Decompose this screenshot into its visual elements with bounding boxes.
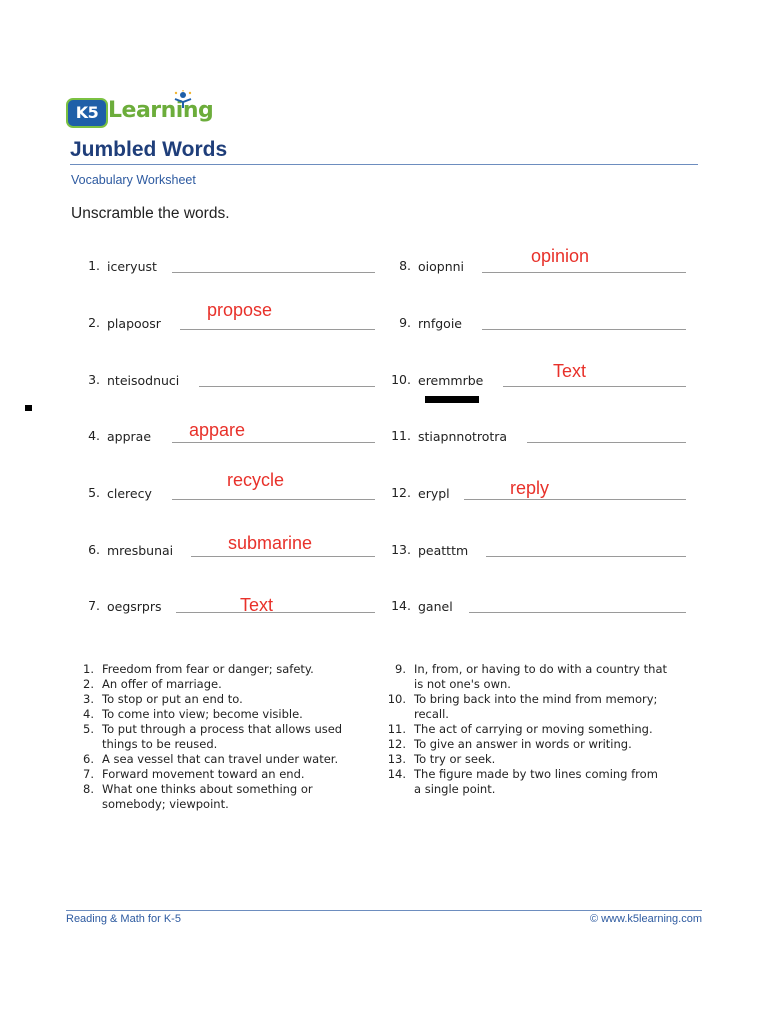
scrambled-word: rnfgoie	[418, 316, 462, 331]
clue-number: 10.	[387, 692, 406, 706]
answer-line[interactable]	[172, 442, 375, 443]
scrambled-word: mresbunai	[107, 543, 174, 558]
question-number: 4.	[88, 428, 100, 443]
clue-text: things to be reused.	[102, 737, 218, 751]
k5-learning-logo	[66, 96, 216, 128]
answer-line[interactable]	[482, 329, 686, 330]
clue-number: 6.	[83, 752, 94, 766]
scrambled-word: peatttm	[418, 543, 469, 558]
clue-item	[384, 662, 704, 692]
clue-text: To come into view; become visible.	[102, 707, 303, 721]
scrambled-word: ganel	[418, 599, 453, 614]
scrambled-word: eremmrbe	[418, 373, 484, 388]
instructions: Unscramble the words.	[71, 205, 230, 222]
worksheet-title: Jumbled Words	[70, 138, 228, 161]
answer-line[interactable]	[464, 499, 686, 500]
question-number: 13.	[391, 542, 411, 557]
scrambled-word: nteisodnuci	[107, 373, 180, 388]
clue-text: Freedom from fear or danger; safety.	[102, 662, 314, 676]
clue-text: The figure made by two lines coming from	[414, 767, 658, 781]
clue-text: An offer of marriage.	[102, 677, 222, 691]
clue-text: a single point.	[414, 782, 496, 796]
clue-number: 8.	[83, 782, 94, 796]
scrambled-word: clerecy	[107, 486, 152, 501]
question-number: 8.	[399, 258, 411, 273]
question-number: 7.	[88, 598, 100, 613]
scrambled-word: apprae	[107, 429, 152, 444]
clue-text: A sea vessel that can travel under water.	[102, 752, 339, 766]
question-number: 2.	[88, 315, 100, 330]
handwritten-answer: Text	[240, 595, 274, 615]
scrambled-word: oiopnni	[418, 259, 465, 274]
answer-line[interactable]	[503, 386, 686, 387]
question-number: 10.	[391, 372, 411, 387]
question-number: 12.	[391, 485, 411, 500]
worksheet-subtitle: Vocabulary Worksheet	[71, 173, 196, 187]
clue-text: In, from, or having to do with a country that	[414, 662, 667, 676]
clue-number: 5.	[83, 722, 94, 736]
clue-text: somebody; viewpoint.	[102, 797, 229, 811]
answer-line[interactable]	[527, 442, 686, 443]
clue-text: To put through a process that allows used	[102, 722, 343, 736]
clue-text: is not one's own.	[414, 677, 511, 691]
footer-website: © www.k5learning.com	[589, 913, 702, 925]
clue-item	[384, 767, 704, 797]
clue-text: To give an answer in words or writing.	[414, 737, 632, 751]
scrambled-word: plapoosr	[107, 316, 161, 331]
clue-item	[72, 782, 392, 812]
handwritten-answer: opinion	[531, 246, 590, 266]
clue-item	[384, 692, 704, 722]
clue-text: To try or seek.	[414, 752, 496, 766]
clue-item	[72, 707, 392, 722]
answer-line[interactable]	[176, 612, 375, 613]
handwritten-answer: reply	[510, 478, 550, 498]
answer-line[interactable]	[486, 556, 686, 557]
clue-item	[384, 752, 704, 767]
question-number: 14.	[391, 598, 411, 613]
logo-person-icon	[172, 90, 194, 112]
answer-line[interactable]	[180, 329, 375, 330]
question-number: 6.	[88, 542, 100, 557]
handwritten-answer: submarine	[228, 533, 313, 553]
clue-text: To bring back into the mind from memory;	[414, 692, 658, 706]
clue-number: 7.	[83, 767, 94, 781]
redaction-mark	[425, 396, 479, 403]
answer-line[interactable]	[482, 272, 686, 273]
answer-line[interactable]	[469, 612, 686, 613]
question-number: 9.	[399, 315, 411, 330]
question-number: 3.	[88, 372, 100, 387]
stray-mark	[25, 405, 32, 411]
question-number: 11.	[391, 428, 411, 443]
logo-badge: K5	[66, 98, 108, 128]
clue-item	[72, 692, 392, 707]
clue-number: 4.	[83, 707, 94, 721]
answer-line[interactable]	[172, 499, 375, 500]
clue-number: 12.	[387, 737, 406, 751]
scrambled-word: erypl	[418, 486, 450, 501]
handwritten-answer: appare	[189, 420, 246, 440]
clue-item	[72, 677, 392, 692]
clue-number: 9.	[395, 662, 406, 676]
footer-divider	[66, 910, 702, 911]
clue-item	[72, 722, 392, 752]
question-number: 5.	[88, 485, 100, 500]
scrambled-word: oegsrprs	[107, 599, 162, 614]
clue-text: The act of carrying or moving something.	[414, 722, 653, 736]
clue-item	[72, 662, 392, 677]
handwritten-answer: recycle	[227, 470, 285, 490]
clue-number: 11.	[387, 722, 406, 736]
clue-number: 13.	[387, 752, 406, 766]
scrambled-word: iceryust	[107, 259, 157, 274]
clue-number: 3.	[83, 692, 94, 706]
title-divider	[70, 164, 698, 165]
clue-item	[72, 767, 392, 782]
question-number: 1.	[88, 258, 100, 273]
clue-number: 14.	[387, 767, 406, 781]
answer-line[interactable]	[191, 556, 375, 557]
clue-item	[384, 722, 704, 737]
clue-number: 2.	[83, 677, 94, 691]
answer-line[interactable]	[172, 272, 375, 273]
handwritten-answer: Text	[553, 361, 587, 381]
answer-line[interactable]	[199, 386, 375, 387]
logo-text: Learning	[108, 98, 214, 123]
clue-text: recall.	[414, 707, 449, 721]
clue-number: 1.	[83, 662, 94, 676]
footer-tagline: Reading & Math for K-5	[66, 913, 181, 925]
clue-text: Forward movement toward an end.	[102, 767, 305, 781]
clue-item	[72, 752, 392, 767]
scrambled-word: stiapnnotrotra	[418, 429, 508, 444]
clue-text: To stop or put an end to.	[102, 692, 243, 706]
clue-text: What one thinks about something or	[102, 782, 313, 796]
clue-item	[384, 737, 704, 752]
handwritten-answer: propose	[207, 300, 273, 320]
